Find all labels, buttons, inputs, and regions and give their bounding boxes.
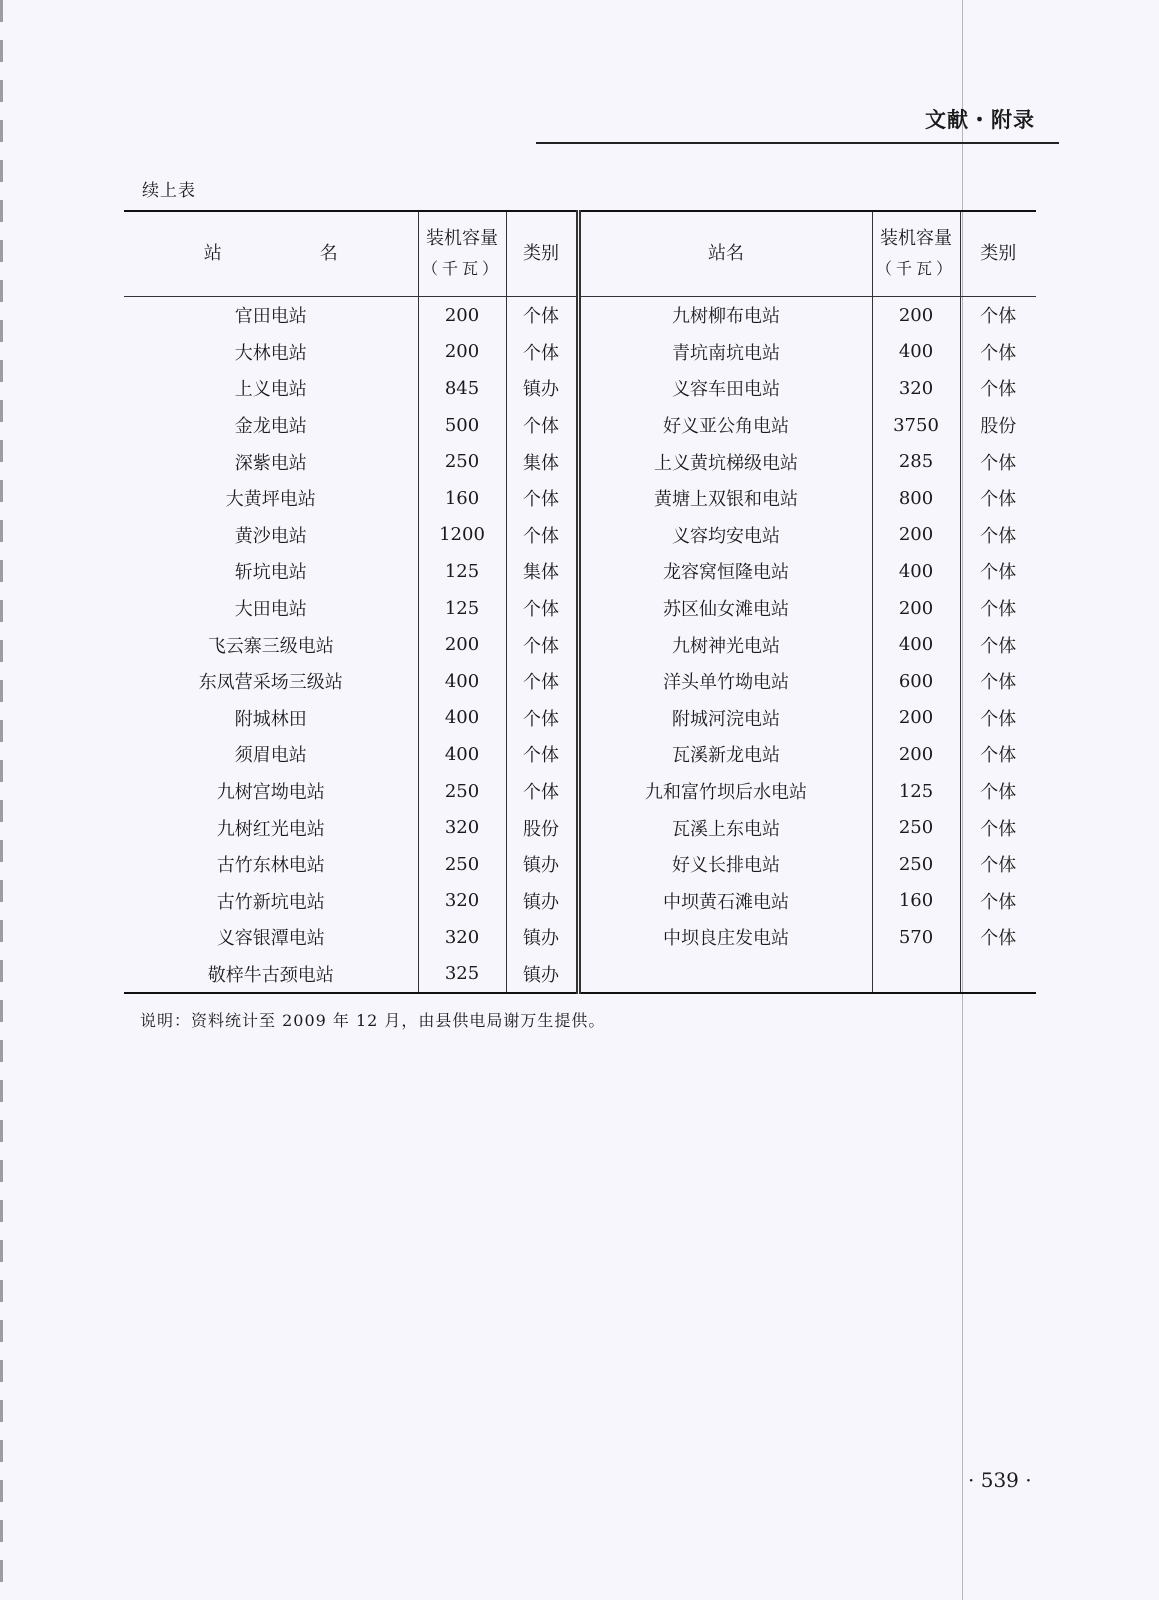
right-station-name-cell (578, 956, 872, 994)
header-capacity-left (418, 211, 506, 297)
right-station-name-cell: 九和富竹坝后水电站 (578, 773, 872, 810)
right-capacity-cell: 400 (872, 553, 960, 590)
table-header (124, 211, 1036, 297)
left-capacity-cell: 200 (418, 626, 506, 663)
left-station-name-cell: 大田电站 (234, 599, 307, 621)
right-type-cell: 个体 (960, 700, 1036, 737)
right-capacity-cell: 400 (872, 626, 960, 663)
right-capacity-cell (872, 956, 960, 994)
right-capacity-cell: 600 (872, 663, 960, 700)
right-station-name-cell: 好义长排电站 (578, 846, 872, 883)
right-type-cell: 个体 (960, 626, 1036, 663)
left-type-cell: 镇办 (506, 370, 578, 407)
left-capacity-cell: 320 (418, 809, 506, 846)
table-row (124, 846, 1036, 883)
right-type-cell: 个体 (960, 297, 1036, 334)
right-capacity-cell: 200 (872, 297, 960, 334)
right-type-cell: 个体 (960, 517, 1036, 554)
table-row (124, 443, 1036, 480)
right-station-name-cell: 上义黄坑梯级电站 (578, 443, 872, 480)
power-station-table (124, 210, 1036, 994)
header-capacity-left-unit: （千瓦） (421, 259, 502, 278)
right-capacity-cell: 250 (872, 846, 960, 883)
right-capacity-cell: 200 (872, 736, 960, 773)
left-capacity-cell: 845 (418, 370, 506, 407)
left-station-name-cell: 金龙电站 (234, 416, 307, 438)
left-capacity-cell: 1200 (418, 517, 506, 554)
table-row (124, 553, 1036, 590)
header-capacity-right-label: 装机容量 (880, 228, 952, 249)
header-station-name-left-label: 站 名 (203, 243, 378, 264)
left-type-cell: 镇办 (506, 846, 578, 883)
right-station-name-cell: 附城河浣电站 (578, 700, 872, 737)
table-row (124, 480, 1036, 517)
left-station-name-cell: 大林电站 (234, 342, 307, 364)
right-capacity-cell: 200 (872, 590, 960, 627)
table-body (124, 297, 1036, 994)
right-capacity-cell: 400 (872, 334, 960, 371)
header-row (124, 211, 1036, 297)
right-station-name-cell: 中坝黄石滩电站 (578, 883, 872, 920)
right-type-cell: 股份 (960, 407, 1036, 444)
right-station-name-cell: 瓦溪上东电站 (578, 809, 872, 846)
right-station-name-cell: 瓦溪新龙电站 (578, 736, 872, 773)
left-capacity-cell: 160 (418, 480, 506, 517)
table-row (124, 883, 1036, 920)
right-capacity-cell: 320 (872, 370, 960, 407)
right-capacity-cell: 570 (872, 919, 960, 956)
right-station-name-cell: 九树神光电站 (578, 626, 872, 663)
header-capacity-right-unit: （千瓦） (875, 259, 956, 278)
page-number: · 539 · (968, 1468, 1032, 1492)
left-capacity-cell: 250 (418, 846, 506, 883)
left-type-cell: 镇办 (506, 956, 578, 994)
left-station-name-cell: 义容银潭电站 (216, 928, 325, 950)
left-type-cell: 个体 (506, 773, 578, 810)
right-capacity-cell: 200 (872, 517, 960, 554)
right-type-cell: 个体 (960, 553, 1036, 590)
left-capacity-cell: 200 (418, 334, 506, 371)
left-station-name-cell: 附城林田 (234, 708, 307, 730)
left-capacity-cell: 400 (418, 700, 506, 737)
left-type-cell: 个体 (506, 700, 578, 737)
left-station-name-cell: 斩坑电站 (234, 562, 307, 584)
table-row (124, 773, 1036, 810)
table-row (124, 297, 1036, 334)
header-type-right: 类别 (960, 211, 1036, 297)
right-capacity-cell: 200 (872, 700, 960, 737)
left-station-name-cell: 古竹新坑电站 (216, 891, 325, 913)
right-capacity-cell: 160 (872, 883, 960, 920)
left-station-name-cell: 古竹东林电站 (216, 855, 325, 877)
left-type-cell: 个体 (506, 590, 578, 627)
right-type-cell: 个体 (960, 480, 1036, 517)
right-type-cell: 个体 (960, 919, 1036, 956)
left-type-cell: 个体 (506, 517, 578, 554)
left-type-cell: 个体 (506, 663, 578, 700)
left-type-cell: 镇办 (506, 883, 578, 920)
right-type-cell (960, 956, 1036, 994)
header-rule (536, 142, 1059, 144)
left-type-cell: 个体 (506, 297, 578, 334)
left-station-name-cell: 九树宫坳电站 (216, 782, 325, 804)
table-row (124, 663, 1036, 700)
table-row (124, 626, 1036, 663)
left-capacity-cell: 125 (418, 553, 506, 590)
left-station-name-cell: 深紫电站 (234, 452, 307, 474)
left-type-cell: 股份 (506, 809, 578, 846)
left-capacity-cell: 250 (418, 443, 506, 480)
left-station-name-cell: 东凤营采场三级站 (198, 672, 343, 694)
table-row (124, 736, 1036, 773)
table-row (124, 809, 1036, 846)
right-type-cell: 个体 (960, 334, 1036, 371)
right-type-cell: 个体 (960, 370, 1036, 407)
right-station-name-cell: 青坑南坑电站 (578, 334, 872, 371)
left-type-cell: 镇办 (506, 919, 578, 956)
left-capacity-cell: 125 (418, 590, 506, 627)
left-capacity-cell: 200 (418, 297, 506, 334)
table-row (124, 956, 1036, 994)
right-type-cell: 个体 (960, 773, 1036, 810)
left-capacity-cell: 500 (418, 407, 506, 444)
right-capacity-cell: 125 (872, 773, 960, 810)
right-type-cell: 个体 (960, 736, 1036, 773)
left-station-name-cell: 须眉电站 (234, 745, 307, 767)
left-station-name-cell: 敬梓牛古颈电站 (207, 964, 334, 986)
right-station-name-cell: 好义亚公角电站 (578, 407, 872, 444)
left-capacity-cell: 320 (418, 919, 506, 956)
right-station-name-cell: 苏区仙女滩电站 (578, 590, 872, 627)
header-capacity-right (872, 211, 960, 297)
running-header: 文献・附录 (925, 108, 1035, 132)
right-capacity-cell: 250 (872, 809, 960, 846)
right-capacity-cell: 3750 (872, 407, 960, 444)
left-type-cell: 个体 (506, 334, 578, 371)
left-type-cell: 个体 (506, 407, 578, 444)
right-type-cell: 个体 (960, 590, 1036, 627)
table-row (124, 517, 1036, 554)
left-station-name-cell: 九树红光电站 (216, 818, 325, 840)
left-type-cell: 个体 (506, 480, 578, 517)
right-station-name-cell: 九树柳布电站 (578, 297, 872, 334)
right-type-cell: 个体 (960, 809, 1036, 846)
left-type-cell: 集体 (506, 443, 578, 480)
right-type-cell: 个体 (960, 883, 1036, 920)
right-station-name-cell: 龙容窝恒隆电站 (578, 553, 872, 590)
left-type-cell: 集体 (506, 553, 578, 590)
table-row (124, 919, 1036, 956)
header-station-name-left (124, 211, 418, 297)
right-capacity-cell: 800 (872, 480, 960, 517)
right-capacity-cell: 285 (872, 443, 960, 480)
right-station-name-cell: 黄塘上双银和电站 (578, 480, 872, 517)
right-station-name-cell: 洋头单竹坳电站 (578, 663, 872, 700)
right-station-name-cell: 中坝良庄发电站 (578, 919, 872, 956)
table-row (124, 334, 1036, 371)
right-station-name-cell: 义容均安电站 (578, 517, 872, 554)
right-station-name-cell: 义容车田电站 (578, 370, 872, 407)
table-row (124, 590, 1036, 627)
left-capacity-cell: 320 (418, 883, 506, 920)
left-capacity-cell: 325 (418, 956, 506, 994)
scan-left-edge (0, 0, 3, 1600)
left-station-name-cell: 飞云寨三级电站 (207, 635, 334, 657)
table-row (124, 700, 1036, 737)
right-type-cell: 个体 (960, 846, 1036, 883)
left-station-name-cell: 上义电站 (234, 379, 307, 401)
table-note: 说明：资料统计至 2009 年 12 月，由县供电局谢万生提供。 (140, 1011, 606, 1030)
header-type-left: 类别 (506, 211, 578, 297)
right-type-cell: 个体 (960, 443, 1036, 480)
table-caption: 续上表 (142, 181, 196, 201)
header-capacity-left-label: 装机容量 (426, 228, 498, 249)
left-type-cell: 个体 (506, 626, 578, 663)
header-station-name-right: 站名 (578, 211, 872, 297)
table-row (124, 407, 1036, 444)
left-capacity-cell: 250 (418, 773, 506, 810)
table-row (124, 370, 1036, 407)
left-station-name-cell: 大黄坪电站 (225, 489, 316, 511)
left-capacity-cell: 400 (418, 663, 506, 700)
left-capacity-cell: 400 (418, 736, 506, 773)
right-type-cell: 个体 (960, 663, 1036, 700)
left-station-name-cell: 黄沙电站 (234, 525, 307, 547)
left-type-cell: 个体 (506, 736, 578, 773)
left-station-name-cell: 官田电站 (234, 306, 307, 328)
table-container (124, 210, 1036, 994)
